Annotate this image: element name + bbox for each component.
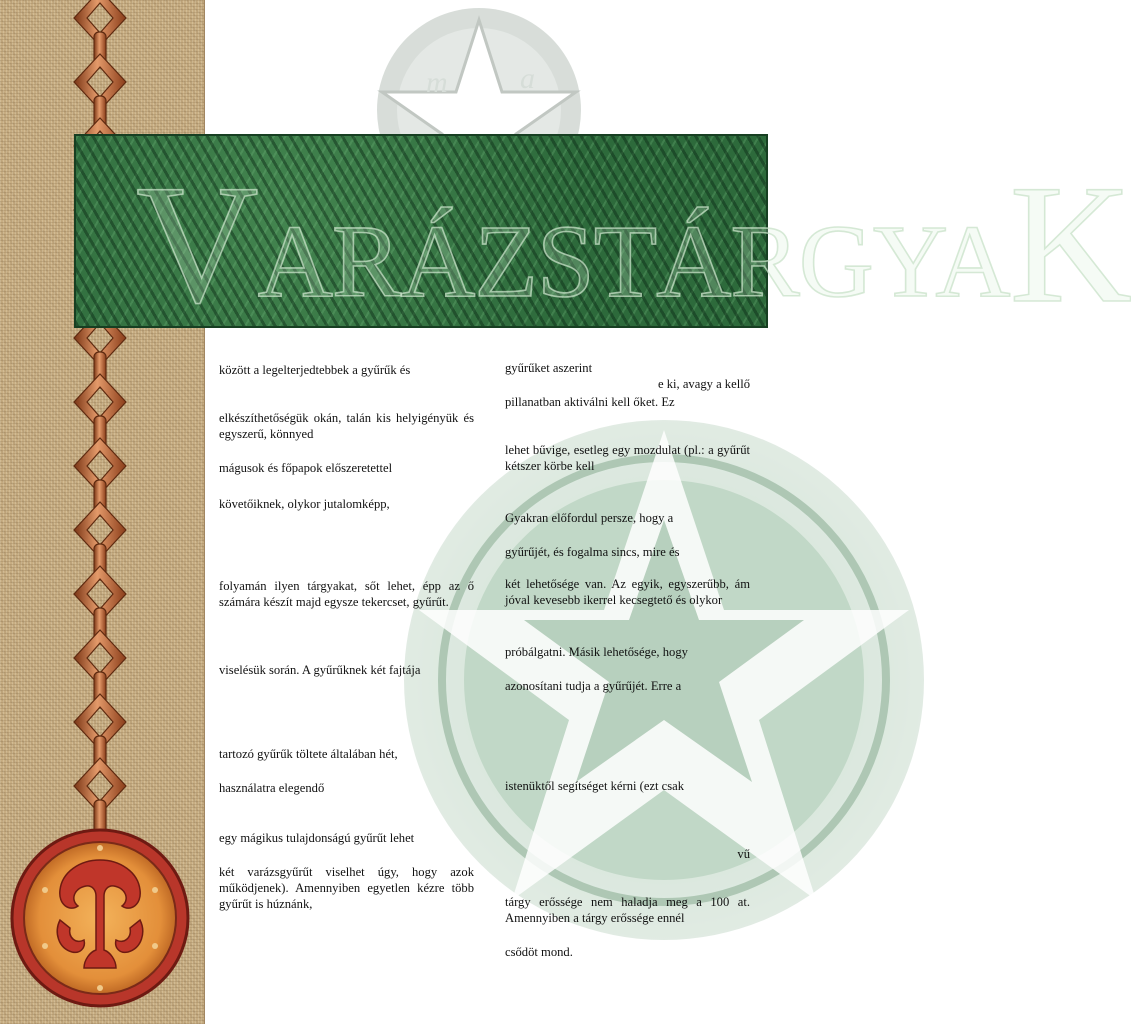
right-paragraph-12: tárgy erőssége nem haladja meg a 100 at. Amennyiben a tárgy erőssége ennél — [505, 895, 750, 925]
left-paragraph-1: között a legelterjedtebbek a gyűrűk és — [219, 363, 411, 377]
watermark-letter-a: a — [520, 62, 535, 95]
left-paragraph-7: tartozó gyűrűk töltete általában hét, — [219, 747, 398, 761]
left-paragraph-2: elkészíthetőségük okán, talán kis helyigényük és egyszerű, könnyed — [219, 411, 474, 441]
right-paragraph-7: két lehetősége van. Az egyik, egyszerűbb, ám jóval kevesebb ikerrel kecsegtető és olykor — [505, 577, 750, 607]
title-banner — [74, 134, 1131, 338]
right-paragraph-3: pillanatban aktiválni kell őket. Ez — [505, 395, 675, 409]
title-first-letter: V — [136, 149, 258, 338]
title-last-letter: K — [1009, 149, 1131, 338]
right-paragraph-4: lehet bűvige, esetleg egy mozdulat (pl.: a gyűrűt kétszer körbe kell — [505, 443, 750, 473]
page-title — [136, 149, 1131, 338]
right-paragraph-1: gyűrűket aszerint — [505, 361, 593, 375]
right-paragraph-10: istenüktől segítséget kérni (ezt csak — [505, 779, 685, 793]
left-paragraph-3: mágusok és főpapok előszeretettel — [219, 461, 393, 475]
right-paragraph-13: csődöt mond. — [505, 945, 573, 959]
right-paragraph-8: próbálgatni. Másik lehetősége, hogy — [505, 645, 688, 659]
right-paragraph-6: gyűrűjét, és fogalma sincs, mire és — [505, 545, 680, 559]
left-paragraph-9: egy mágikus tulajdonságú gyűrűt lehet — [219, 831, 415, 845]
right-paragraph-9: azonosítani tudja a gyűrűjét. Erre a — [505, 679, 682, 693]
medallion-emblem — [12, 830, 188, 1006]
left-paragraph-4: követőiknek, olykor jutalomképp, — [219, 497, 390, 511]
title-middle: ARÁZSTÁRGYA — [257, 204, 1010, 319]
right-paragraph-11: vű — [737, 847, 750, 861]
left-paragraph-10: két varázsgyűrűt viselhet úgy, hogy azok működjenek). Amennyiben egyetlen kézre több gyűrűt is húznánk, — [219, 865, 474, 911]
right-paragraph-5: Gyakran előfordul persze, hogy a — [505, 511, 674, 525]
left-paragraph-8: használatra elegendő — [219, 781, 325, 795]
right-paragraph-2: e ki, avagy a kellő — [658, 377, 750, 391]
left-paragraph-6: viselésük során. A gyűrűknek két fajtája — [219, 663, 421, 677]
left-paragraph-5: folyamán ilyen tárgyakat, sőt lehet, épp az ő számára készít majd egysze tekercset, gyűrűt. — [219, 579, 474, 609]
watermark-letter-m: m — [426, 66, 448, 99]
